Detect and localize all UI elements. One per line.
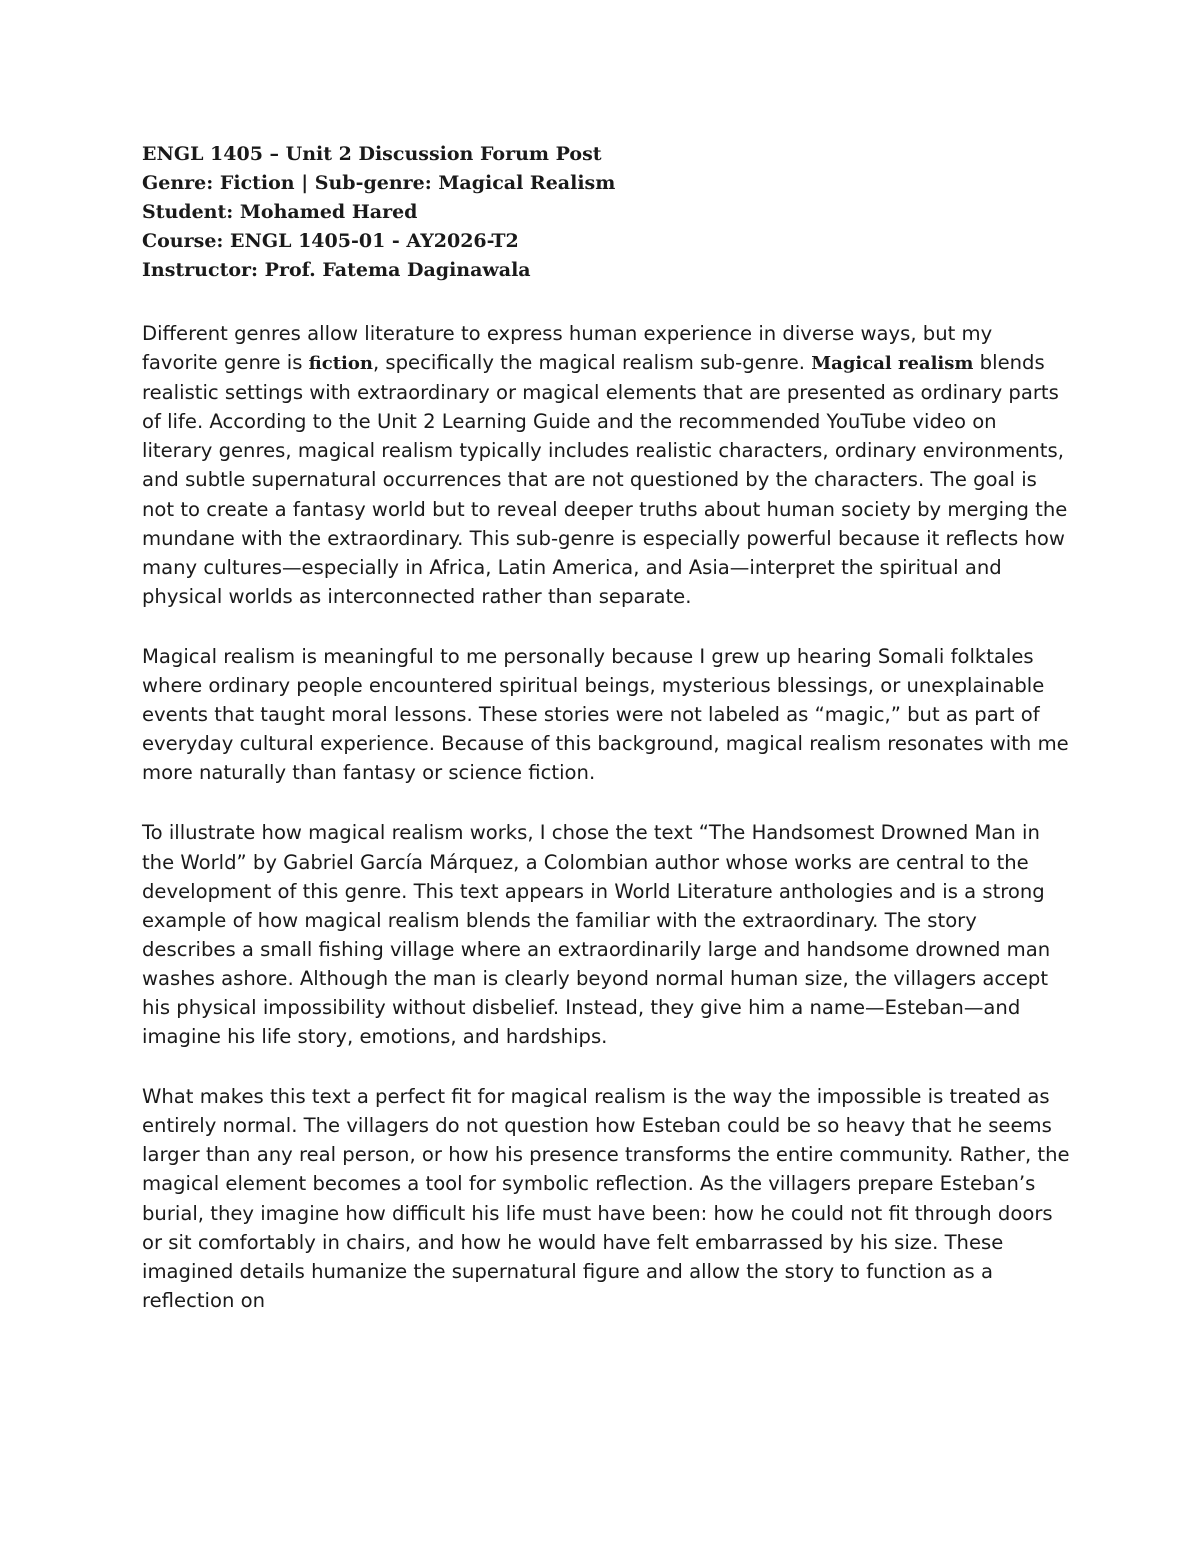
course-line: Course: ENGL 1405-01 - AY2026-T2: [142, 230, 519, 252]
paragraph-example-text: To illustrate how magical realism works, I chose the text “The Handsomest Drowned Man in the World” by Gabriel García Márquez, a Colombian author whose works are central to the development of this genre. This text appears in World Literature anthologies and is a strong example of how magical realism blends the familiar with the extraordinary. The story describes a small fishing village where an extraordinarily large and handsome drowned man washes ashore. Although the man is clearly beyond normal human size, the villagers accept his physical impossibility without disbelief. Instead, they give him a name—Esteban—and imagine his life story, emotions, and hardships.: [142, 821, 1051, 1049]
document-page: [142, 140, 1072, 1346]
bold-term-magical-realism: Magical realism: [811, 353, 974, 375]
paragraph-text: blends realistic settings with extraordinary or magical elements that are presented as ordinary parts of life. According to the Unit 2 Learning Guide and the recommended YouTube video on literary genres, magical realism typically includes realistic characters, ordinary environments, and subtle supernatural occurrences that are not questioned by the characters. The goal is not to create a fantasy world but to reveal deeper truths about human society by merging the mundane with the extraordinary. This sub-genre is especially powerful because it reflects how many cultures—especially in Africa, Latin America, and Asia—interpret the spiritual and physical worlds as interconnected rather than separate.: [142, 351, 1068, 608]
instructor-line: Instructor: Prof. Fatema Daginawala: [142, 259, 531, 281]
genre-line: Genre: Fiction | Sub-genre: Magical Realism: [142, 172, 616, 194]
bold-term-fiction: fiction: [308, 353, 373, 375]
paragraph-genre-intro: [142, 319, 1072, 611]
paragraph-text: , specifically the magical realism sub-genre.: [372, 351, 812, 375]
post-title: ENGL 1405 – Unit 2 Discussion Forum Post: [142, 143, 602, 165]
student-line: Student: Mohamed Hared: [142, 201, 418, 223]
paragraph-personal: Magical realism is meaningful to me personally because I grew up hearing Somali folktales where ordinary people encountered spiritual beings, mysterious blessings, or unexplainable events that taught moral lessons. These stories were not labeled as “magic,” but as part of everyday cultural experience. Because of this background, magical realism resonates with me more naturally than fantasy or science fiction.: [142, 644, 1069, 785]
paragraph-text: Different genres allow literature to express human experience in diverse ways, but my favorite genre is: [142, 322, 993, 375]
paragraph-analysis: What makes this text a perfect fit for magical realism is the way the impossible is treated as entirely normal. The villagers do not question how Esteban could be so heavy that he seems larger than any real person, or how his presence transforms the entire community. Rather, the magical element becomes a tool for symbolic reflection. As the villagers prepare Esteban’s burial, they imagine how difficult his life must have been: how he could not fit through doors or sit comfortably in chairs, and how he would have felt embarrassed by his size. These imagined details humanize the supernatural figure and allow the story to function as a reflection on: [142, 1085, 1070, 1312]
post-header: [142, 140, 1072, 285]
